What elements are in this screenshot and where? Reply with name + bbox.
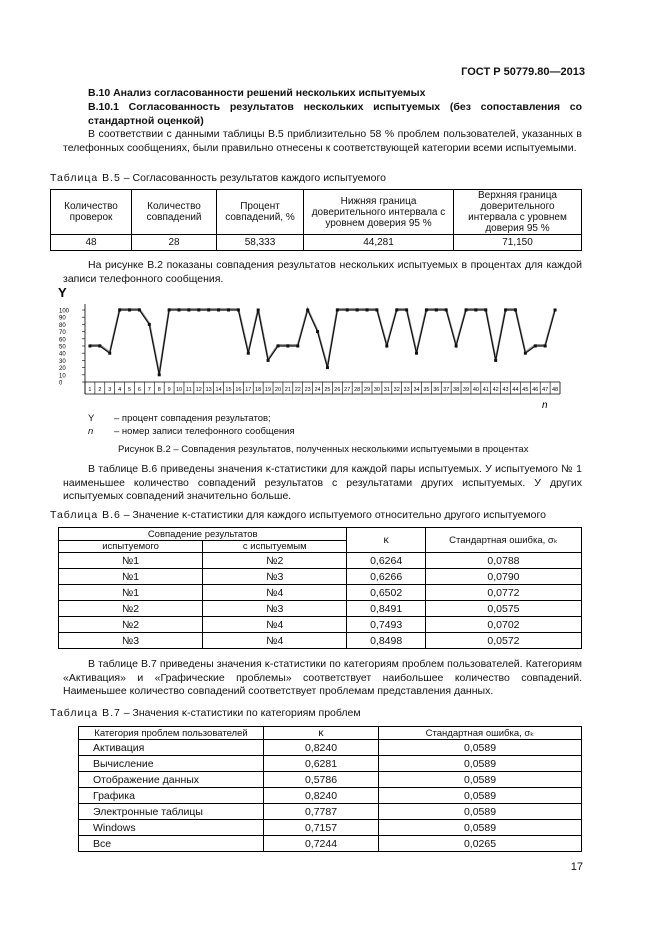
data-point (375, 309, 378, 312)
x-tick-label: 19 (265, 387, 272, 393)
y-tick-label: 30 (59, 358, 66, 365)
table7-caption-label: Таблица В.7 (50, 707, 121, 719)
y-tick-label: 0 (59, 380, 63, 387)
data-point (316, 330, 319, 333)
data-point (108, 352, 111, 355)
table7-cell: 0,7787 (264, 804, 379, 820)
table5-cell: 71,150 (454, 235, 582, 251)
y-tick-label: 10 (59, 373, 66, 380)
x-tick-label: 36 (433, 387, 440, 393)
table6-cell: 0,6502 (347, 585, 426, 601)
legend-key: n (88, 426, 94, 437)
x-axis-label: n (542, 400, 548, 409)
data-point (257, 309, 260, 312)
table5-cell: 58,333 (217, 235, 304, 251)
x-tick-label: 42 (492, 387, 499, 393)
data-point (217, 309, 220, 312)
data-point (474, 309, 477, 312)
data-point (534, 345, 537, 348)
x-tick-label: 32 (393, 387, 400, 393)
x-tick-label: 28 (354, 387, 361, 393)
data-point (267, 359, 270, 362)
y-tick-label: 40 (59, 351, 66, 358)
x-tick-label: 20 (274, 387, 282, 393)
figure-caption: Рисунок В.2 – Совпадения результатов, полученных несколькими испытуемыми в процентах (118, 444, 529, 455)
data-point (455, 345, 458, 348)
data-point (227, 309, 230, 312)
table7-cell: 0,0589 (379, 772, 582, 788)
table7-cell: 0,7244 (264, 836, 379, 852)
legend-text: – процент совпадения результатов; (114, 413, 271, 424)
x-tick-label: 16 (235, 387, 242, 393)
table6-cell: 0,0772 (425, 585, 581, 601)
table7-cell: Windows (79, 820, 264, 836)
table6-cell: №3 (203, 601, 347, 617)
table6-cell: 0,0788 (425, 553, 581, 569)
table7-cell: 0,5786 (264, 772, 379, 788)
paragraph-2: На рисунке В.2 показаны совпадения результатов нескольких испытуемых в процентах для каждой записи телефонного сообщения. (63, 259, 582, 285)
y-tick-label: 100 (59, 308, 70, 315)
data-point (286, 345, 289, 348)
x-tick-label: 43 (502, 387, 509, 393)
x-tick-label: 47 (542, 387, 549, 393)
x-tick-label: 27 (344, 387, 351, 393)
table6-cell: №3 (59, 633, 203, 649)
data-point (504, 309, 507, 312)
data-point (247, 352, 250, 355)
x-tick-label: 45 (522, 387, 529, 393)
table7-header: Стандартная ошибка, σₖ (379, 727, 582, 740)
data-point (237, 309, 240, 312)
table6-cell: №3 (203, 569, 347, 585)
table7-cell: Вычисление (79, 756, 264, 772)
table6-cell: 0,0572 (425, 633, 581, 649)
data-point (98, 345, 101, 348)
table7-caption-text: – Значения κ-статистики по категориям проблем (120, 707, 361, 719)
table5-caption (50, 172, 386, 184)
data-point (554, 309, 557, 312)
x-tick-label: 1 (88, 387, 92, 393)
x-tick-label: 2 (98, 387, 102, 393)
table6 (58, 527, 582, 649)
table6-cell: 0,6264 (347, 553, 426, 569)
data-point (356, 309, 359, 312)
x-tick-label: 41 (482, 387, 489, 393)
y-tick-label: 20 (59, 366, 66, 373)
data-point (405, 309, 408, 312)
data-point (187, 309, 190, 312)
data-point (336, 309, 339, 312)
table7-cell: 0,7157 (264, 820, 379, 836)
table7-cell: Графика (79, 788, 264, 804)
x-tick-label: 37 (443, 387, 450, 393)
data-point (544, 345, 547, 348)
x-tick-label: 25 (324, 387, 331, 393)
x-tick-label: 13 (205, 387, 212, 393)
table6-cell: №2 (59, 617, 203, 633)
match-percentage-chart (50, 285, 570, 409)
data-point (128, 309, 131, 312)
legend-key: Y (88, 413, 95, 424)
data-point (366, 309, 369, 312)
y-tick-label: 60 (59, 337, 66, 344)
x-tick-label: 10 (175, 387, 183, 393)
x-tick-label: 7 (147, 387, 151, 393)
table6-cell: 0,7493 (347, 617, 426, 633)
data-point (524, 352, 527, 355)
table5-header: Процент совпадений, % (217, 190, 304, 235)
table6-cell: №1 (59, 553, 203, 569)
data-point (385, 345, 388, 348)
table7-cell: 0,0589 (379, 756, 582, 772)
table6-cell: №2 (59, 601, 203, 617)
legend-item (88, 426, 295, 437)
section-title: В.10 Анализ согласованности решений нескольких испытуемых (88, 87, 426, 99)
table5-cell: 48 (51, 235, 132, 251)
paragraph-3: В таблице В.6 приведены значения κ-статистики для каждой пары испытуемых. У испытуемого № 1 наименьшее количество совпадений результатов с результатами других испытуемых. У других испытуемых совпадений значительно больше. (63, 463, 582, 502)
table7-cell: 0,8240 (264, 788, 379, 804)
table5-caption-text: – Согласованность результатов каждого испытуемого (120, 172, 386, 184)
data-point (415, 352, 418, 355)
data-point (296, 345, 299, 348)
document-header: ГОСТ Р 50779.80—2013 (461, 66, 585, 78)
table7-cell: Отображение данных (79, 772, 264, 788)
table5-cell: 28 (132, 235, 217, 251)
table7 (78, 726, 582, 852)
data-point (425, 309, 428, 312)
table5 (50, 189, 582, 251)
x-tick-label: 5 (128, 387, 132, 393)
table6-caption (50, 509, 546, 521)
x-tick-label: 24 (314, 387, 321, 393)
data-point (514, 309, 517, 312)
table7-cell: 0,0589 (379, 820, 582, 836)
x-tick-label: 38 (453, 387, 460, 393)
data-point (395, 309, 398, 312)
x-tick-label: 40 (472, 387, 479, 393)
table7-cell: 0,0589 (379, 804, 582, 820)
x-tick-label: 22 (294, 387, 301, 393)
data-point (484, 309, 487, 312)
table6-cell: №4 (203, 633, 347, 649)
data-point (445, 309, 448, 312)
table7-cell: 0,6281 (264, 756, 379, 772)
table6-cell: №1 (59, 569, 203, 585)
data-point (197, 309, 200, 312)
table7-cell: Активация (79, 740, 264, 756)
x-tick-label: 18 (255, 387, 262, 393)
data-point (435, 309, 438, 312)
x-tick-label: 31 (383, 387, 390, 393)
x-tick-label: 46 (532, 387, 539, 393)
table6-subheader: с испытуемым (203, 541, 347, 553)
table5-header: Верхняя граница доверительного интервала с уровнем доверия 95 % (454, 190, 582, 235)
x-tick-label: 23 (304, 387, 311, 393)
y-tick-label: 90 (59, 315, 66, 322)
table5-header: Количество проверок (51, 190, 132, 235)
table5-caption-label: Таблица В.5 (50, 172, 121, 184)
y-tick-label: 50 (59, 344, 66, 351)
table6-subheader: испытуемого (59, 541, 203, 553)
table6-cell: 0,0790 (425, 569, 581, 585)
x-tick-label: 12 (195, 387, 202, 393)
table6-kappa-header: κ (347, 528, 426, 553)
y-tick-label: 70 (59, 330, 66, 337)
table6-se-header: Стандартная ошибка, σₖ (425, 528, 581, 553)
table6-cell: 0,6266 (347, 569, 426, 585)
paragraph-4: В таблице В.7 приведены значения κ-статистики по категориям проблем пользователей. Категориям «Активация» и «Графические проблемы» соответствует наибольшее количество совпадений. Наименьшее количество совпадений соответствует проблемам представления данных. (63, 658, 582, 697)
data-point (178, 309, 181, 312)
table7-header: κ (264, 727, 379, 740)
table6-cell: №4 (203, 585, 347, 601)
x-tick-label: 34 (413, 387, 420, 393)
y-tick-label: 80 (59, 322, 66, 329)
y-axis-label: Y (58, 285, 67, 300)
x-tick-label: 35 (423, 387, 430, 393)
data-point (276, 345, 279, 348)
x-tick-label: 26 (334, 387, 341, 393)
table5-cell: 44,281 (304, 235, 454, 251)
data-point (138, 309, 141, 312)
x-tick-label: 8 (157, 387, 161, 393)
data-point (207, 309, 210, 312)
table7-cell: 0,8240 (264, 740, 379, 756)
x-tick-label: 6 (137, 387, 141, 393)
table7-cell: Все (79, 836, 264, 852)
x-tick-label: 44 (512, 387, 519, 393)
table6-cell: №1 (59, 585, 203, 601)
x-tick-label: 9 (167, 387, 171, 393)
table6-cell: 0,8491 (347, 601, 426, 617)
x-tick-label: 14 (215, 387, 222, 393)
x-tick-label: 17 (245, 387, 252, 393)
data-point (346, 309, 349, 312)
data-point (464, 309, 467, 312)
x-tick-label: 4 (118, 387, 122, 393)
table7-header: Категория проблем пользователей (79, 727, 264, 740)
page-number: 17 (570, 861, 583, 873)
table6-cell: 0,8498 (347, 633, 426, 649)
table6-caption-text: – Значение κ-статистики для каждого испытуемого относительно другого испытуемого (120, 509, 546, 521)
data-point (494, 359, 497, 362)
data-point (88, 345, 91, 348)
data-point (148, 323, 151, 326)
x-tick-label: 29 (363, 387, 371, 393)
x-tick-label: 15 (225, 387, 232, 393)
table6-cell: №2 (203, 553, 347, 569)
table6-cell: 0,0702 (425, 617, 581, 633)
table6-caption-label: Таблица В.6 (50, 509, 121, 521)
table5-header: Нижняя граница доверительного интервала с уровнем доверия 95 % (304, 190, 454, 235)
data-point (118, 309, 121, 312)
table7-cell: 0,0265 (379, 836, 582, 852)
x-tick-label: 30 (373, 387, 380, 393)
series-line-shadow (90, 309, 555, 374)
legend-text: – номер записи телефонного сообщения (114, 426, 295, 437)
x-tick-label: 39 (462, 387, 470, 393)
table6-cell: №4 (203, 617, 347, 633)
subsection-title: В.10.1 Согласованность результатов нескольких испытуемых (без сопоставления со стандартной оценкой) (88, 101, 582, 127)
paragraph-1: В соответствии с данными таблицы В.5 приблизительно 58 % проблем пользователей, указанных в телефонных сообщениях, были правильно отнесены к соответствующей категории всеми испытуемыми. (63, 128, 582, 154)
legend-item (88, 413, 271, 424)
x-tick-label: 11 (186, 387, 192, 393)
x-tick-label: 3 (108, 387, 112, 393)
table7-cell: 0,0589 (379, 788, 582, 804)
table7-cell: 0,0589 (379, 740, 582, 756)
x-tick-label: 21 (284, 387, 291, 393)
table6-group-header: Совпадение результатов (59, 528, 347, 541)
data-point (168, 309, 171, 312)
table7-cell: Электронные таблицы (79, 804, 264, 820)
data-point (326, 366, 329, 369)
x-tick-label: 48 (551, 387, 559, 393)
x-tick-label: 33 (403, 387, 410, 393)
table6-cell: 0,0575 (425, 601, 581, 617)
data-point (306, 309, 309, 312)
data-point (158, 373, 161, 376)
table7-caption (50, 707, 361, 719)
table5-header: Количество совпадений (132, 190, 217, 235)
